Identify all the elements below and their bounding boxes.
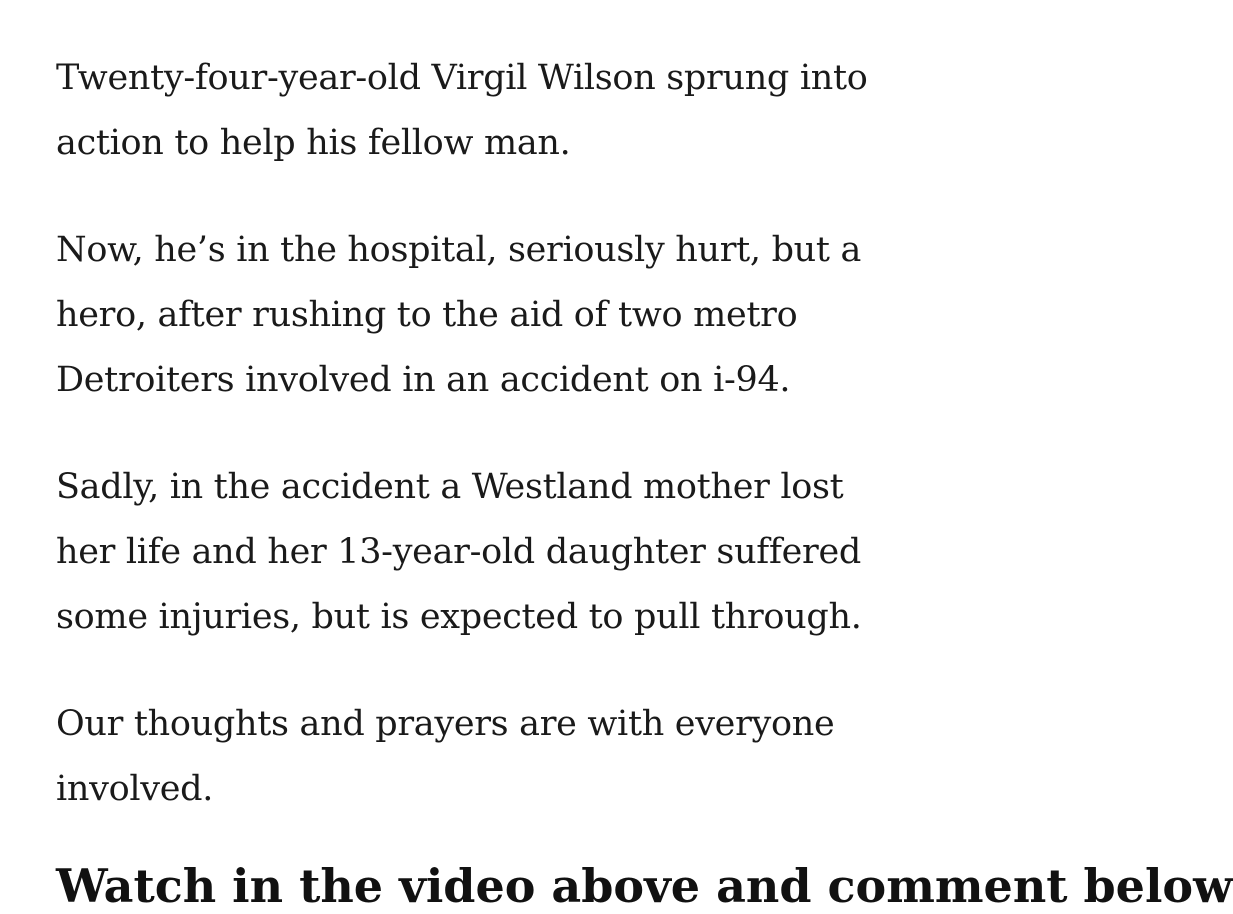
paragraph-3 [56, 455, 956, 650]
paragraph-line: involved. [56, 769, 214, 809]
paragraph-line: Sadly, in the accident a Westland mother lost [56, 467, 844, 507]
paragraph-4 [56, 692, 956, 822]
paragraph-line: Detroiters involved in an accident on i-94. [56, 360, 791, 400]
paragraph-line: Now, he’s in the hospital, seriously hurt, but a [56, 230, 862, 270]
paragraph-line: some injuries, but is expected to pull through. [56, 597, 862, 637]
paragraph-line: her life and her 13-year-old daughter suffered [56, 532, 861, 572]
paragraph-2 [56, 218, 956, 413]
paragraph-line: Twenty-four-year-old Virgil Wilson sprung into [56, 58, 868, 98]
paragraph-line: hero, after rushing to the aid of two metro [56, 295, 798, 335]
paragraph-1 [56, 46, 956, 176]
paragraph-line: Our thoughts and prayers are with everyone [56, 704, 835, 744]
paragraph-line: action to help his fellow man. [56, 123, 571, 163]
section-heading: Watch in the video above and comment below [56, 859, 1233, 913]
